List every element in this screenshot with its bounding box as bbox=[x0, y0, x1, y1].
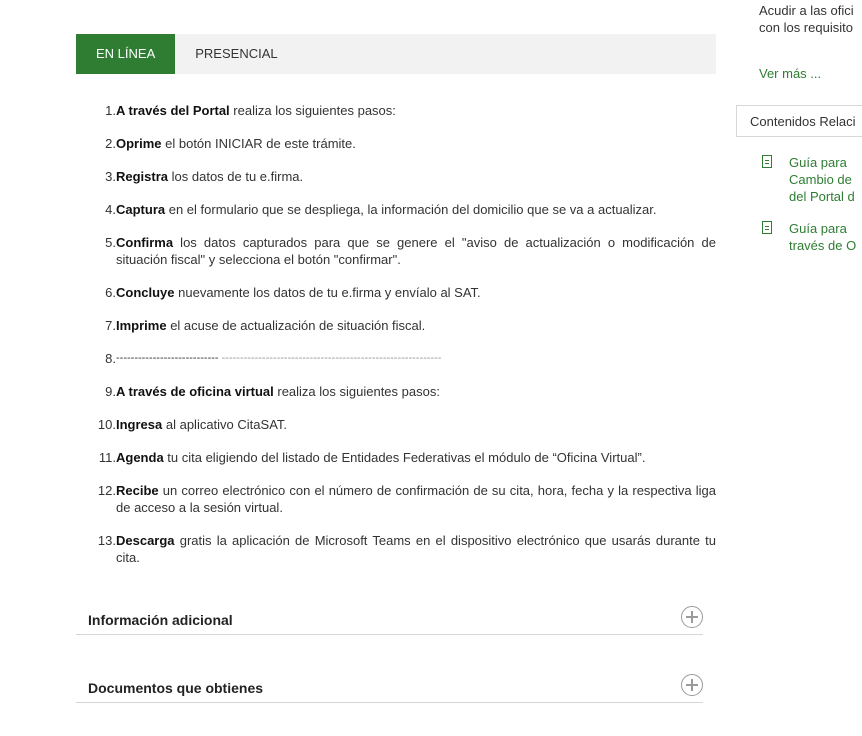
step-number: 11. bbox=[98, 450, 116, 465]
step-item bbox=[76, 532, 716, 566]
related-content-header bbox=[736, 105, 862, 137]
steps-list bbox=[76, 102, 716, 582]
step-item bbox=[76, 317, 716, 334]
step-text: en el formulario que se despliega, la información del domicilio que se va a actualizar. bbox=[165, 202, 657, 217]
document-icon bbox=[762, 155, 772, 168]
step-item bbox=[76, 135, 716, 152]
related-link-line: Guía para bbox=[789, 155, 847, 170]
step-item bbox=[76, 350, 716, 367]
step-keyword: A través de oficina virtual bbox=[116, 384, 274, 399]
sidebar-intro-line: Acudir a las ofici bbox=[759, 3, 854, 18]
step-text: tu cita eligiendo del listado de Entidades Federativas el módulo de “Oficina Virtual”. bbox=[163, 450, 646, 465]
step-item bbox=[76, 102, 716, 119]
related-link-line: Cambio de bbox=[789, 172, 852, 187]
step-text: los datos de tu e.firma. bbox=[168, 169, 304, 184]
step-item bbox=[76, 168, 716, 185]
step-text: nuevamente los datos de tu e.firma y envíalo al SAT. bbox=[174, 285, 481, 300]
step-item bbox=[76, 383, 716, 400]
step-number: 13. bbox=[97, 533, 116, 548]
step-number: 6. bbox=[105, 285, 116, 300]
tab-en-linea[interactable]: EN LÍNEA bbox=[76, 34, 175, 74]
accordion-documentos-que-obtienes[interactable] bbox=[76, 672, 703, 703]
tab-bar bbox=[76, 34, 716, 74]
related-link-line: del Portal d bbox=[789, 189, 855, 204]
step-number: 12. bbox=[97, 483, 116, 498]
plus-circle-icon[interactable] bbox=[681, 606, 703, 628]
step-text: el acuse de actualización de situación fiscal. bbox=[166, 318, 426, 333]
step-number: 1. bbox=[105, 103, 116, 118]
sidebar-intro-line: con los requisito bbox=[759, 20, 853, 35]
step-keyword: Imprime bbox=[116, 318, 167, 333]
accordion-informacion-adicional[interactable] bbox=[76, 604, 703, 635]
step-text: los datos capturados para que se genere el "aviso de actualización o modificación de situación fiscal" y selecciona el botón "confirmar". bbox=[116, 235, 716, 267]
step-item bbox=[76, 234, 716, 268]
step-keyword: Concluye bbox=[116, 285, 175, 300]
step-text: realiza los siguientes pasos: bbox=[273, 384, 440, 399]
step-number: 3. bbox=[105, 169, 116, 184]
related-content-title: Contenidos Relaci bbox=[750, 114, 856, 129]
step-keyword: Descarga bbox=[116, 533, 175, 548]
step-item bbox=[76, 449, 716, 466]
tab-presencial[interactable]: PRESENCIAL bbox=[195, 46, 278, 61]
document-icon bbox=[762, 221, 772, 234]
sidebar-intro bbox=[759, 2, 854, 36]
step-number: 7. bbox=[105, 318, 116, 333]
step-keyword: Oprime bbox=[116, 136, 162, 151]
step-keyword: A través del Portal bbox=[116, 103, 230, 118]
related-link-line: través de O bbox=[789, 238, 857, 253]
step-text: al aplicativo CitaSAT. bbox=[162, 417, 288, 432]
accordion-title: Documentos que obtienes bbox=[88, 680, 264, 696]
step-item bbox=[76, 482, 716, 516]
step-keyword: Ingresa bbox=[116, 417, 163, 432]
separator-dashes: ---------------------------- bbox=[116, 352, 219, 364]
step-number: 10. bbox=[97, 417, 116, 432]
step-number: 2. bbox=[105, 136, 116, 151]
step-text: un correo electrónico con el número de confirmación de su cita, hora, fecha y la respectiva liga de acceso a la sesión virtual. bbox=[116, 483, 716, 515]
ver-mas-link[interactable]: Ver más ... bbox=[759, 66, 822, 81]
step-number: 5. bbox=[105, 235, 116, 250]
step-text: gratis la aplicación de Microsoft Teams en el dispositivo electrónico que usarás durante tu cita. bbox=[116, 533, 716, 565]
step-item bbox=[76, 201, 716, 218]
step-keyword: Confirma bbox=[116, 235, 174, 250]
step-number: 9. bbox=[105, 384, 116, 399]
accordion-title: Información adicional bbox=[88, 612, 233, 628]
step-item bbox=[76, 284, 716, 301]
plus-circle-icon[interactable] bbox=[681, 674, 703, 696]
separator-dashes-light: ------------------------------------------------------------ bbox=[221, 352, 442, 364]
step-number: 4. bbox=[105, 202, 116, 217]
step-number: 8. bbox=[105, 351, 116, 366]
step-keyword: Captura bbox=[116, 202, 166, 217]
step-keyword: Registra bbox=[116, 169, 169, 184]
step-keyword: Recibe bbox=[116, 483, 159, 498]
related-link-line: Guía para bbox=[789, 221, 847, 236]
step-keyword: Agenda bbox=[116, 450, 164, 465]
step-text: realiza los siguientes pasos: bbox=[229, 103, 396, 118]
step-text: el botón INICIAR de este trámite. bbox=[161, 136, 356, 151]
step-item bbox=[76, 416, 716, 433]
